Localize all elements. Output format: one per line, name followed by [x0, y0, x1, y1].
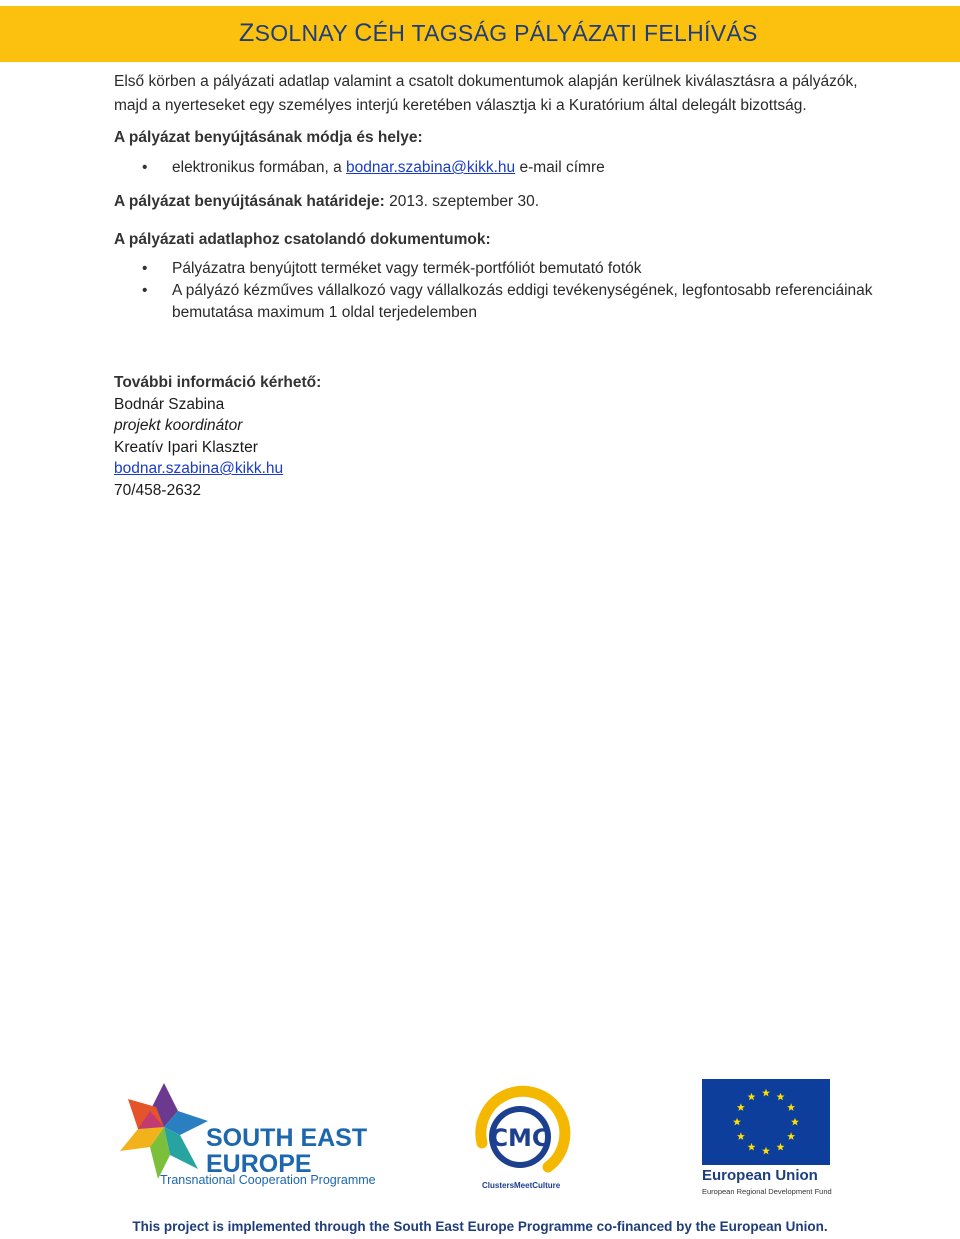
- see-star-icon: [118, 1081, 210, 1181]
- intro-paragraph: Első körben a pályázati adatlap valamint a csatolt dokumentumok alapján kerülnek kiválasztásra a pályázók, majd a nyerteseket egy személyes interjú keretében választja ki a Kuratórium által delegált bizottság.: [114, 73, 858, 114]
- eu-star-icon: [787, 1103, 795, 1111]
- eu-flag-icon: [702, 1079, 830, 1165]
- cmc-caption: ClustersMeetCulture: [482, 1181, 561, 1190]
- see-logo-subtitle: Transnational Cooperation Programme: [160, 1173, 376, 1187]
- south-east-europe-logo: [118, 1081, 376, 1191]
- documents-list: [114, 258, 874, 324]
- eu-star-icon: [777, 1143, 785, 1151]
- cmc-ring-icon: [468, 1081, 572, 1181]
- eu-star-icon: [737, 1103, 745, 1111]
- eu-star-icon: [787, 1132, 795, 1140]
- eu-star-icon: [733, 1118, 741, 1126]
- logo-strip: [0, 1075, 960, 1200]
- documents-heading: A pályázati adatlaphoz csatolandó dokumentumok:: [114, 231, 491, 248]
- contact-email-link[interactable]: bodnar.szabina@kikk.hu: [114, 460, 284, 477]
- eu-star-icon: [762, 1147, 770, 1155]
- list-item: • A pályázó kézműves vállalkozó vagy vállalkozás eddigi tevékenységének, legfontosabb referenciáinak bemutatása maximum 1 oldal terjedelemben: [114, 280, 874, 324]
- submission-heading: A pályázat benyújtásának módja és helye:: [114, 129, 423, 146]
- deadline-label: A pályázat benyújtásának határideje:: [114, 193, 385, 210]
- page-title-part-1: ZSOLNAY: [239, 19, 355, 47]
- deadline-line: [114, 190, 874, 214]
- eu-star-icon: [762, 1089, 770, 1097]
- see-logo-line-1: SOUTH EAST: [206, 1124, 368, 1152]
- contact-block: [114, 372, 874, 501]
- footer-note: This project is implemented through the South East Europe Programme co-financed by the European Union.: [132, 1219, 828, 1234]
- submission-email-link[interactable]: bodnar.szabina@kikk.hu: [346, 159, 516, 176]
- see-logo-line-2: EUROPE: [206, 1150, 312, 1178]
- deadline-value: 2013. szeptember 30.: [384, 193, 540, 210]
- eu-star-icon: [737, 1132, 745, 1140]
- list-item: [114, 156, 874, 180]
- page-title-part-2: CÉH TAGSÁG PÁLYÁZATI FELHÍVÁS: [354, 19, 758, 47]
- see-logo-text: [206, 1125, 367, 1177]
- eu-star-icon: [748, 1143, 756, 1151]
- page-title: [239, 19, 758, 48]
- eu-star-icon: [777, 1093, 785, 1101]
- cmc-logo: [468, 1081, 572, 1193]
- eu-star-icon: [748, 1093, 756, 1101]
- contact-phone: 70/458-2632: [114, 481, 202, 499]
- european-union-logo: [702, 1079, 834, 1197]
- eu-name: European Union: [702, 1167, 818, 1184]
- eu-star-icon: [791, 1118, 799, 1126]
- submission-item-prefix: elektronikus formában, a: [172, 159, 347, 176]
- eu-stars-icon: [702, 1079, 830, 1165]
- contact-role: projekt koordinátor: [114, 417, 243, 434]
- list-item: • Pályázatra benyújtott terméket vagy termék-portfóliót bemutató fotók: [114, 258, 874, 280]
- main-content: [114, 70, 874, 501]
- submission-item-suffix: e-mail címre: [515, 159, 605, 176]
- contact-heading: További információ kérhető:: [114, 374, 322, 391]
- submission-list: [114, 156, 874, 180]
- eu-fund-name: European Regional Development Fund: [702, 1187, 832, 1196]
- contact-name: Bodnár Szabina: [114, 395, 225, 413]
- cmc-mark-text: CMC: [490, 1124, 550, 1152]
- contact-organization: Kreatív Ipari Klaszter: [114, 438, 258, 456]
